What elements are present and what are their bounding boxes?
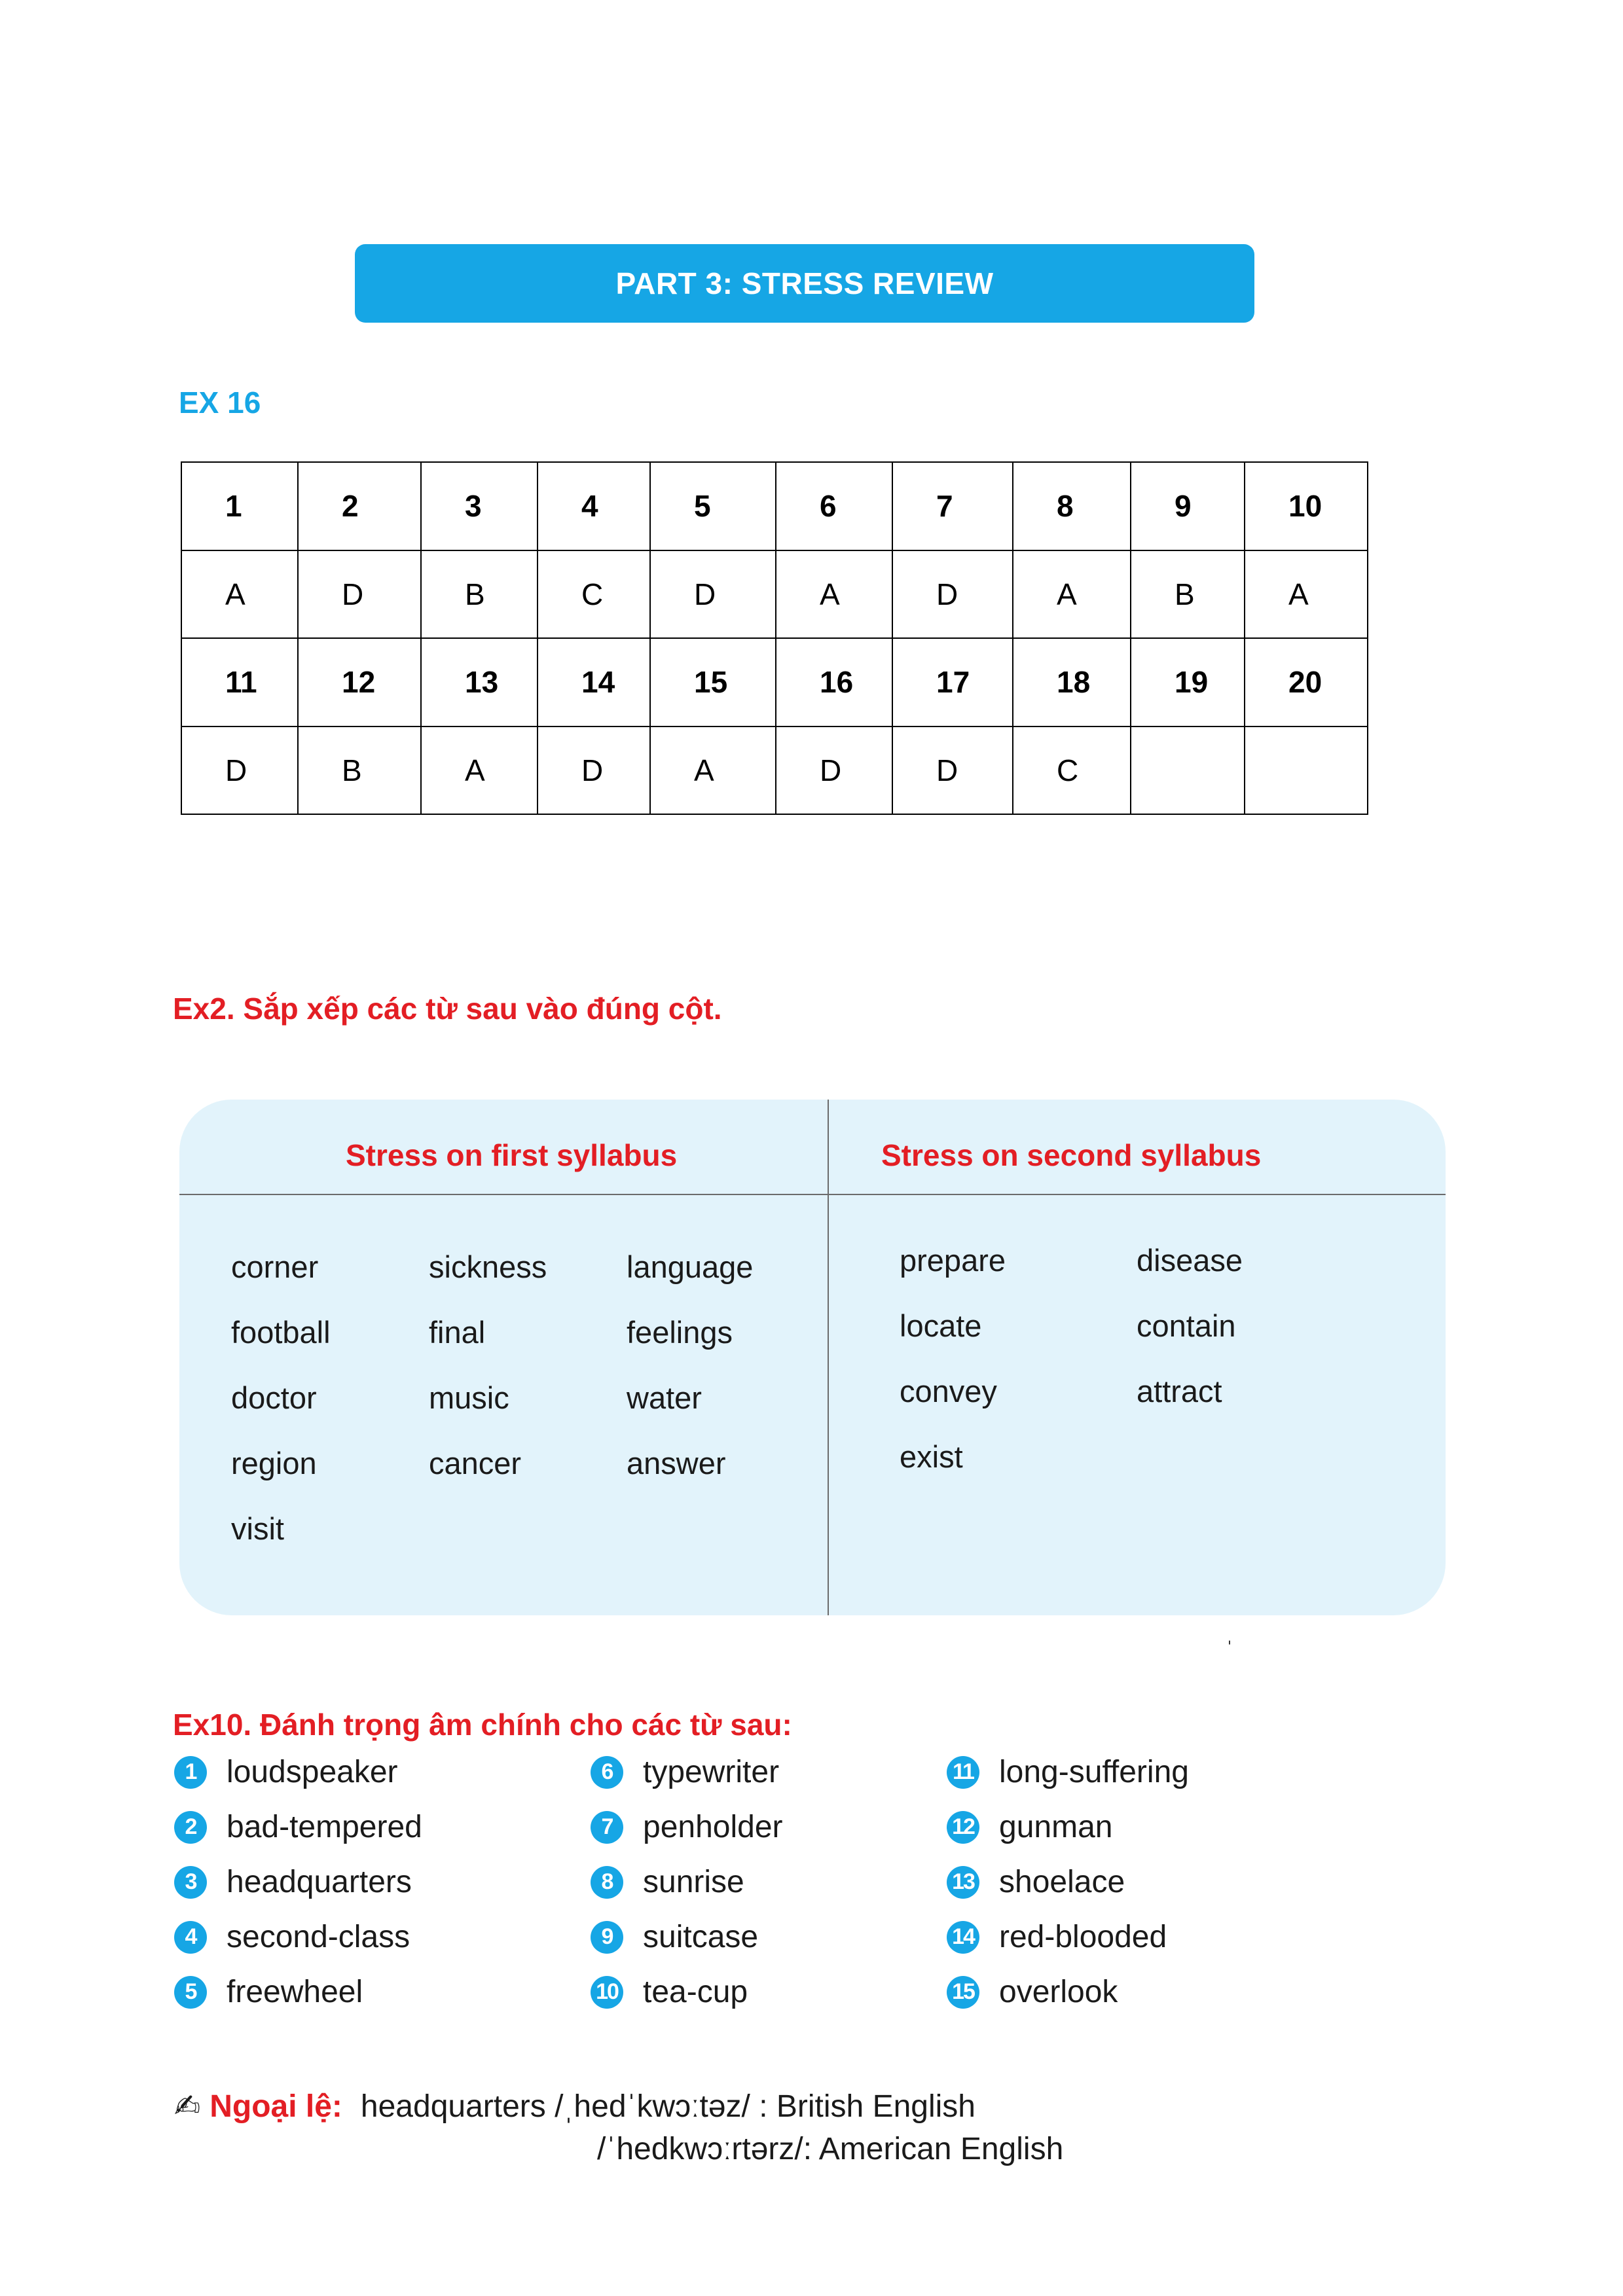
answer-cell: A	[1013, 550, 1131, 639]
header-divider	[179, 1194, 1446, 1195]
word-exist: exist	[900, 1439, 963, 1474]
question-number: 15	[650, 638, 776, 726]
question-number: 4	[538, 462, 650, 550]
word-convey: convey	[900, 1374, 997, 1408]
word-region: region	[231, 1446, 317, 1480]
column-divider	[828, 1100, 829, 1615]
question-number: 7	[892, 462, 1013, 550]
item-word: suitcase	[643, 1920, 759, 1954]
number-badge: 7	[591, 1811, 623, 1844]
question-number: 9	[1131, 462, 1245, 550]
number-badge: 14	[947, 1921, 979, 1954]
list-item	[174, 1809, 422, 1845]
number-badge: 15	[947, 1976, 979, 2009]
list-item	[947, 1754, 1189, 1790]
answer-cell: D	[181, 726, 298, 815]
answer-cell: B	[421, 550, 538, 639]
stress-mark: ˈ	[1226, 1636, 1233, 1663]
question-number: 2	[298, 462, 421, 550]
number-badge: 2	[174, 1811, 207, 1844]
number-badge: 11	[947, 1756, 979, 1789]
list-item	[591, 1919, 758, 1955]
second-syllable-header: Stress on second syllabus	[881, 1138, 1262, 1172]
question-number: 5	[650, 462, 776, 550]
answer-cell: D	[892, 550, 1013, 639]
question-number: 3	[421, 462, 538, 550]
word-music: music	[429, 1380, 509, 1415]
list-item	[947, 1809, 1112, 1845]
word-language: language	[627, 1249, 754, 1284]
part-title: PART 3: STRESS REVIEW	[615, 266, 994, 300]
exception-line-american: /ˈhedkwɔːrtərz/: American English	[597, 2132, 1064, 2166]
table-row	[181, 638, 1368, 726]
number-badge: 10	[591, 1976, 623, 2009]
word-disease: disease	[1137, 1243, 1243, 1278]
item-word: headquarters	[227, 1865, 412, 1899]
exception-label: Ngoại lệ:	[210, 2089, 342, 2124]
question-number: 11	[181, 638, 298, 726]
question-number: 16	[776, 638, 892, 726]
list-item	[591, 1974, 748, 2010]
list-item	[174, 1919, 410, 1955]
list-item	[947, 1919, 1167, 1955]
number-badge: 3	[174, 1866, 207, 1899]
item-word: freewheel	[227, 1975, 363, 2009]
ex16-answer-table	[181, 461, 1368, 815]
writing-hand-icon: ✍	[174, 2089, 201, 2124]
list-item	[591, 1864, 744, 1900]
first-syllable-header: Stress on first syllabus	[346, 1138, 678, 1172]
exception-line-british: headquarters /ˌhedˈkwɔːtəz/ : British English	[360, 2089, 976, 2124]
answer-cell: D	[650, 550, 776, 639]
item-word: long-suffering	[999, 1755, 1189, 1789]
answer-cell	[1131, 726, 1245, 815]
ex16-title: EX 16	[179, 386, 261, 420]
item-word: overlook	[999, 1975, 1118, 2009]
answer-cell: A	[1245, 550, 1368, 639]
list-item	[947, 1974, 1118, 2010]
answer-cell: D	[892, 726, 1013, 815]
answer-cell: A	[776, 550, 892, 639]
word-answer: answer	[627, 1446, 726, 1480]
exception-note	[174, 2088, 976, 2125]
item-word: gunman	[999, 1810, 1113, 1844]
answer-cell: D	[776, 726, 892, 815]
ex2-title: Ex2. Sắp xếp các từ sau vào đúng cột.	[173, 992, 722, 1026]
number-badge: 13	[947, 1866, 979, 1899]
item-word: penholder	[643, 1810, 783, 1844]
word-prepare: prepare	[900, 1243, 1006, 1278]
question-number: 10	[1245, 462, 1368, 550]
number-badge: 9	[591, 1921, 623, 1954]
number-badge: 6	[591, 1756, 623, 1789]
number-badge: 12	[947, 1811, 979, 1844]
question-number: 18	[1013, 638, 1131, 726]
question-number: 17	[892, 638, 1013, 726]
question-number: 8	[1013, 462, 1131, 550]
item-word: shoelace	[999, 1865, 1125, 1899]
question-number: 6	[776, 462, 892, 550]
list-item	[947, 1864, 1125, 1900]
table-row	[181, 462, 1368, 550]
word-contain: contain	[1137, 1308, 1236, 1343]
ex10-title: Ex10. Đánh trọng âm chính cho các từ sau:	[173, 1708, 792, 1742]
answer-cell: B	[298, 726, 421, 815]
item-word: red-blooded	[999, 1920, 1167, 1954]
number-badge: 1	[174, 1756, 207, 1789]
table-row	[181, 550, 1368, 639]
item-word: sunrise	[643, 1865, 744, 1899]
word-locate: locate	[900, 1308, 982, 1343]
word-final: final	[429, 1315, 486, 1350]
item-word: bad-tempered	[227, 1810, 422, 1844]
number-badge: 4	[174, 1921, 207, 1954]
word-corner: corner	[231, 1249, 319, 1284]
answer-cell: C	[1013, 726, 1131, 815]
word-cancer: cancer	[429, 1446, 522, 1480]
list-item	[174, 1974, 363, 2010]
answer-cell: C	[538, 550, 650, 639]
answer-cell: A	[650, 726, 776, 815]
answer-cell: D	[298, 550, 421, 639]
word-visit: visit	[231, 1511, 284, 1546]
item-word: loudspeaker	[227, 1755, 398, 1789]
word-football: football	[231, 1315, 331, 1350]
question-number: 20	[1245, 638, 1368, 726]
answer-cell: D	[538, 726, 650, 815]
word-doctor: doctor	[231, 1380, 317, 1415]
answer-cell	[1245, 726, 1368, 815]
question-number: 13	[421, 638, 538, 726]
item-word: second-class	[227, 1920, 410, 1954]
number-badge: 8	[591, 1866, 623, 1899]
stress-columns-box	[179, 1100, 1446, 1615]
part-title-banner	[355, 244, 1254, 323]
question-number: 19	[1131, 638, 1245, 726]
list-item	[591, 1809, 783, 1845]
word-attract: attract	[1137, 1374, 1222, 1408]
list-item	[174, 1864, 412, 1900]
word-sickness: sickness	[429, 1249, 547, 1284]
number-badge: 5	[174, 1976, 207, 2009]
word-feelings: feelings	[627, 1315, 733, 1350]
answer-cell: A	[181, 550, 298, 639]
word-water: water	[627, 1380, 702, 1415]
table-row	[181, 726, 1368, 815]
item-word: typewriter	[643, 1755, 780, 1789]
list-item	[174, 1754, 398, 1790]
list-item	[591, 1754, 779, 1790]
question-number: 14	[538, 638, 650, 726]
question-number: 1	[181, 462, 298, 550]
question-number: 12	[298, 638, 421, 726]
answer-cell: B	[1131, 550, 1245, 639]
item-word: tea-cup	[643, 1975, 748, 2009]
answer-cell: A	[421, 726, 538, 815]
